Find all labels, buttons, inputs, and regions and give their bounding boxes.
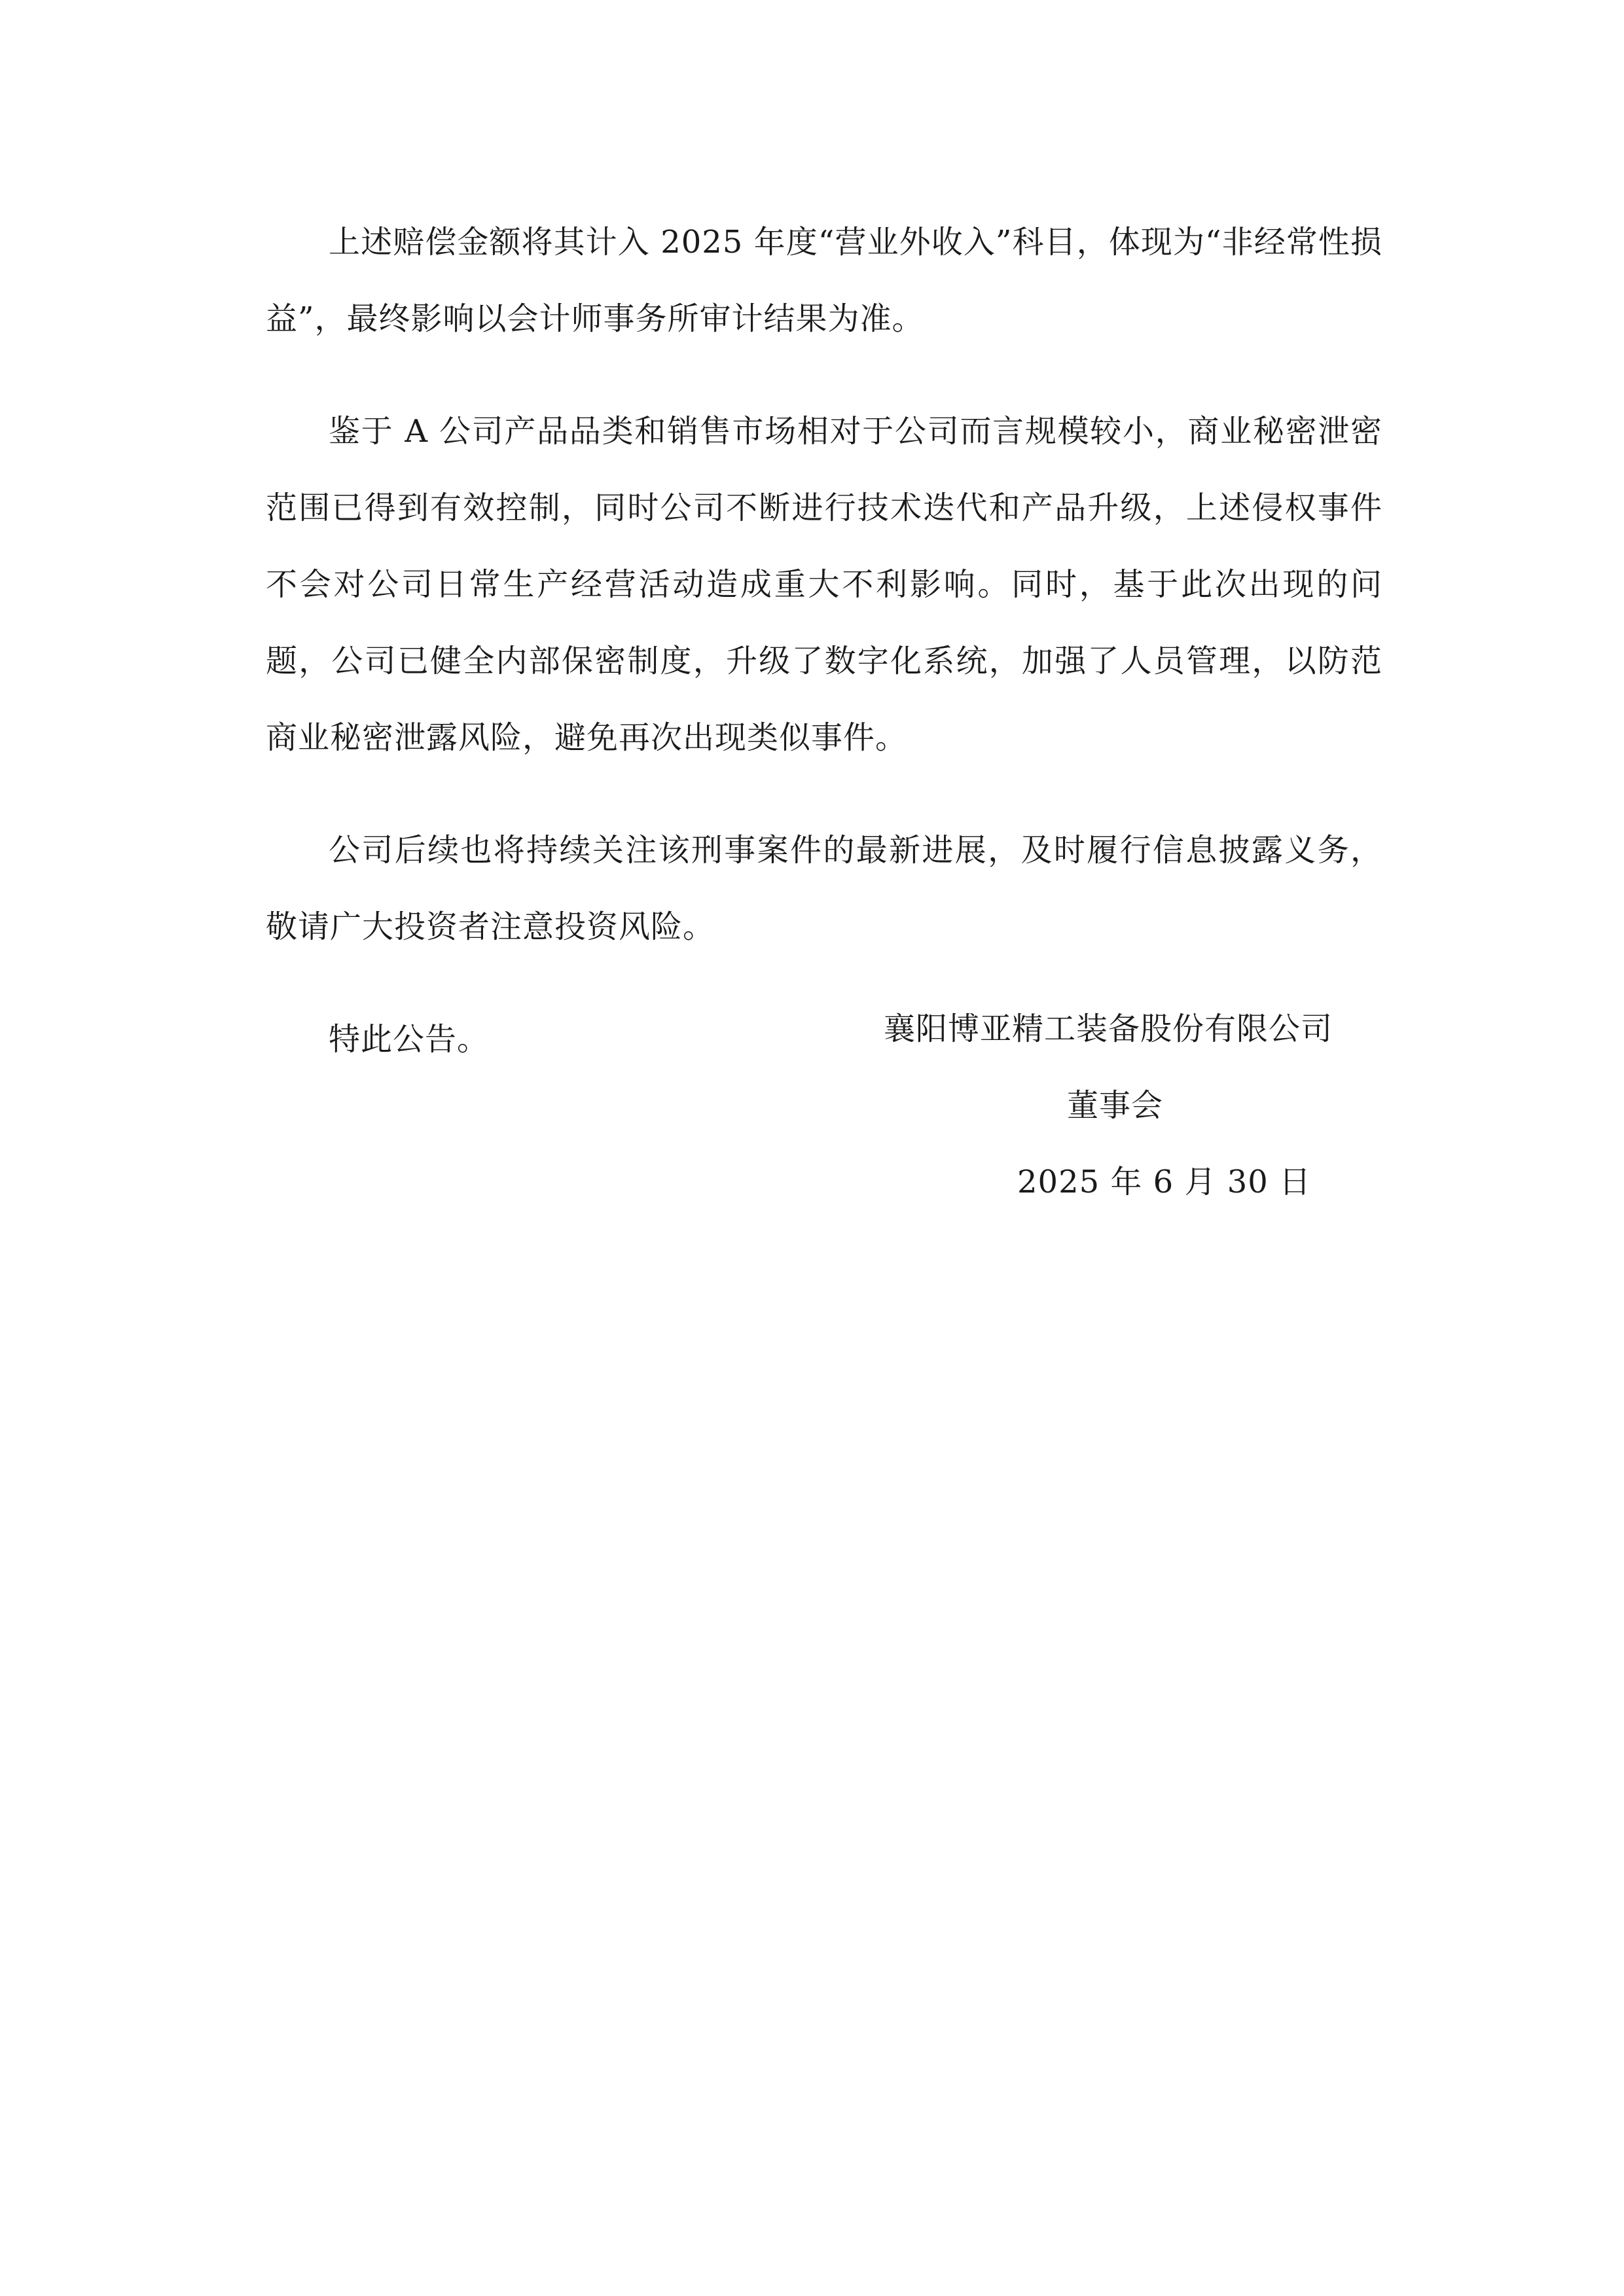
signature-board: 董事会 xyxy=(1067,1087,1164,1124)
paragraph-impact-assessment: 鉴于 A 公司产品品类和销售市场相对于公司而言规模较小，商业秘密泄密范围已得到有效控制，同时公司不断进行技术迭代和产品升级，上述侵权事件不会对公司日常生产经营活动造成重大不利影响。同时，基于此次出现的问题，公司已健全内部保密制度，升级了数字化系统，加强了人员管理，以防范商业秘密泄露风险，避免再次出现类似事件。 xyxy=(266,413,1382,756)
signature-company: 襄阳博亚精工装备股份有限公司 xyxy=(884,1011,1333,1047)
paragraph-follow-up-disclosure: 公司后续也将持续关注该刑事案件的最新进展，及时履行信息披露义务，敬请广大投资者注意投资风险。 xyxy=(266,832,1382,945)
announcement-body xyxy=(266,204,1382,1078)
paragraph-compensation-accounting: 上述赔偿金额将其计入 2025 年度“营业外收入”科目，体现为“非经常性损益”，最终影响以会计师事务所审计结果为准。 xyxy=(266,224,1382,337)
paragraph-closing: 特此公告。 xyxy=(329,1021,490,1058)
signature-date: 2025 年 6 月 30 日 xyxy=(1017,1164,1312,1200)
